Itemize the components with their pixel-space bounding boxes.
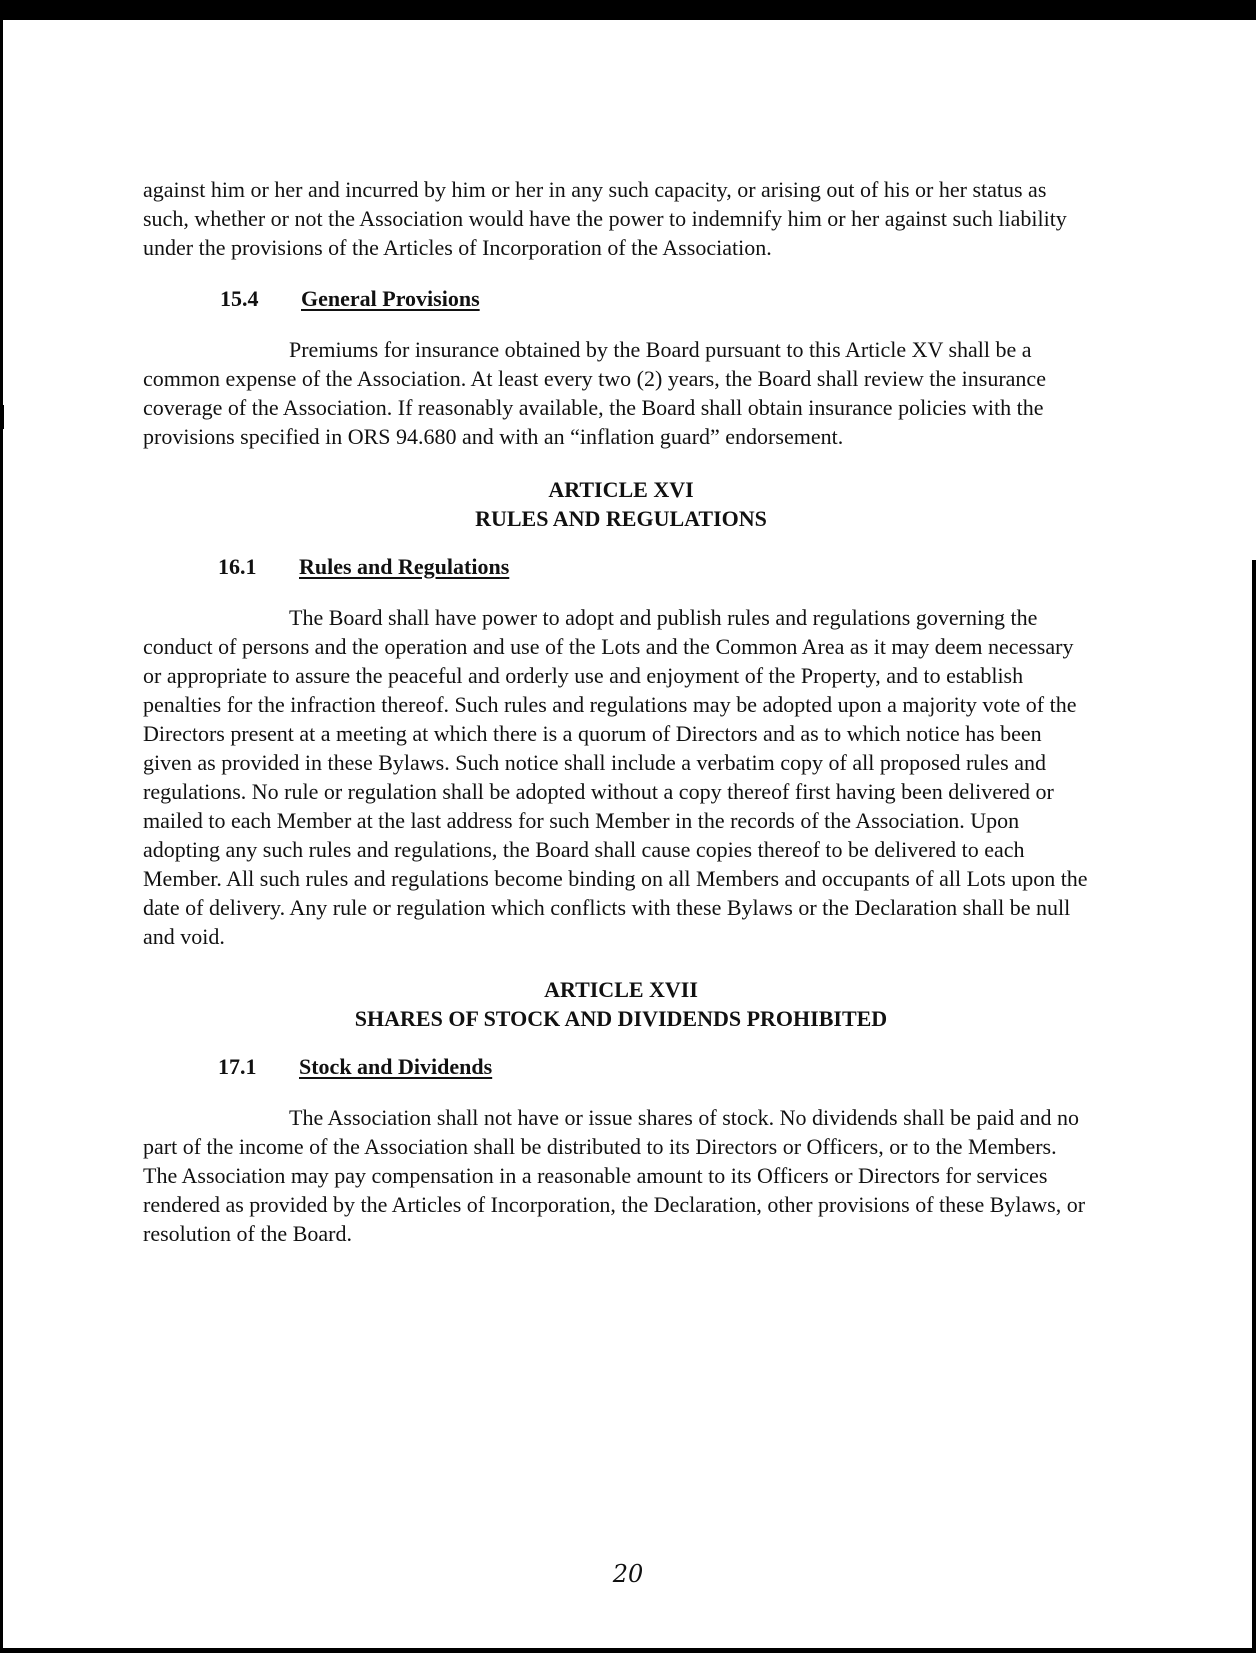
section-body-17-1: The Association shall not have or issue shares of stock. No dividends shall be paid and no part of the income of the Association shall be distributed to its Directors or Officers, or to the Members. The Association may pay compensation in a reasonable amount to its Officers or Directors for services rendered as provided by the Articles of Incorporation, the Declaration, other provisions of these Bylaws, or resolution of the Board. (143, 1105, 1086, 1246)
section-heading-17-1 (218, 1052, 1093, 1081)
section-body-15-4: Premiums for insurance obtained by the Board pursuant to this Article XV shall be a common expense of the Association. At least every two (2) years, the Board shall review the insurance coverage of the Association. If reasonably available, the Board shall obtain insurance policies with the provisions specified in ORS 94.680 and with an “inflation guard” endorsement. (143, 337, 1046, 449)
page-number: 20 (612, 1560, 644, 1588)
section-body-16-1: The Board shall have power to adopt and publish rules and regulations governing the conduct of persons and the operation and use of the Lots and the Common Area as it may deem necessary or appropriate to assure the peaceful and orderly use and enjoyment of the Property, and to establish penalties for the infraction thereof. Such rules and regulations may be adopted upon a majority vote of the Directors present at a meeting at which there is a quorum of Directors and as to which notice has been given as provided in these Bylaws. Such notice shall include a verbatim copy of all proposed rules and regulations. No rule or regulation shall be adopted without a copy thereof first having been delivered or mailed to each Member at the last address for such Member in the records of the Association. Upon adopting any such rules and regulations, the Board shall cause copies thereof to be delivered to each Member. All such rules and regulations become binding on all Members and occupants of all Lots upon the date of delivery. Any rule or regulation which conflicts with these Bylaws or the Declaration shall be null and void. (143, 605, 1088, 949)
article-title: SHARES OF STOCK AND DIVIDENDS PROHIBITED (354, 1006, 888, 1031)
section-heading-15-4 (220, 284, 1093, 313)
article-label: ARTICLE XVII (544, 977, 698, 1002)
section-title: Stock and Dividends (299, 1054, 493, 1079)
article-title: RULES AND REGULATIONS (475, 506, 767, 531)
section-number: 15.4 (220, 286, 259, 311)
scan-mark (0, 405, 4, 429)
section-number: 17.1 (218, 1054, 257, 1079)
continued-paragraph: against him or her and incurred by him or her in any such capacity, or arising out of his or her status as such, whether or not the Association would have the power to indemnify him or her against such liability under the provisions of the Articles of Incorporation of the Association. (143, 177, 1067, 260)
section-heading-16-1 (218, 552, 1093, 581)
section-title: Rules and Regulations (299, 554, 510, 579)
document-page (143, 175, 1093, 1248)
article-label: ARTICLE XVI (548, 477, 694, 502)
article-heading-xvii (143, 975, 1099, 1033)
section-title: General Provisions (301, 286, 480, 311)
scan-border-left (0, 0, 3, 1653)
section-number: 16.1 (218, 554, 257, 579)
article-heading-xvi (143, 475, 1099, 533)
scan-border-right (1252, 560, 1256, 1653)
scan-border-bottom (0, 1648, 1256, 1653)
scan-border-top (0, 0, 1256, 20)
